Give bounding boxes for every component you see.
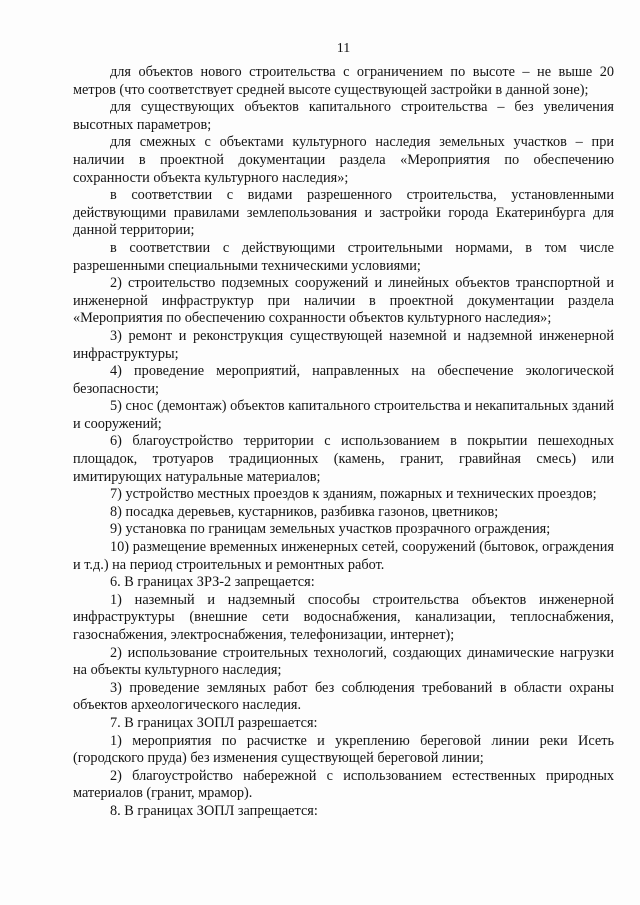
paragraph: 6) благоустройство территории с использованием в покрытии пешеходных площадок, тротуаров традиционных (камень, гранит, гравийная смесь) или имитирующих натуральные материалов; [73,433,614,485]
paragraph: для существующих объектов капитального строительства – без увеличения высотных параметров; [73,99,614,133]
paragraph: 2) благоустройство набережной с использованием естественных природных материалов (гранит, мрамор). [73,767,614,802]
paragraph: 5) снос (демонтаж) объектов капитального строительства и некапитальных зданий и сооружений; [73,398,614,432]
paragraph: 8) посадка деревьев, кустарников, разбивка газонов, цветников; [110,503,499,520]
paragraph: 1) наземный и надземный способы строительства объектов инженерной инфраструктуры (внешние сети водоснабжения, канализации, теплоснабжения, газоснабжения, электроснабжения, телефонизации, интернет); [73,591,614,643]
paragraph: 2) использование строительных технологий, создающих динамические нагрузки на объекты культурного наследия; [73,644,614,679]
paragraph: 1) мероприятия по расчистке и укреплению береговой линии реки Исеть (городского пруда) без изменения существующей береговой линии; [73,732,614,767]
document-body [73,64,614,821]
paragraph: 7) устройство местных проездов к зданиям, пожарных и технических проездов; [110,486,597,503]
paragraph: 4) проведение мероприятий, направленных на обеспечение экологической безопасности; [73,363,614,397]
page-number: 11 [336,41,351,56]
paragraph: 10) размещение временных инженерных сетей, сооружений (бытовок, ограждения и т.д.) на период строительных и ремонтных работ. [73,539,614,573]
paragraph: 2) строительство подземных сооружений и линейных объектов транспортной и инженерной инфраструктур при наличии в проектной документации раздела «Мероприятия по обеспечению сохранности объектов культурного наследия»; [73,275,614,327]
paragraph: для объектов нового строительства с ограничением по высоте – не выше 20 метров (что соответствует средней высоте существующей застройки в данной зоне); [73,64,614,98]
section-heading: 7. В границах ЗОПЛ разрешается: [110,714,318,731]
section-heading: 6. В границах ЗРЗ-2 запрещается: [110,574,315,591]
paragraph: в соответствии с видами разрешенного строительства, установленными действующими правилами землепользования и застройки города Екатеринбурга для данной территории; [73,187,614,239]
paragraph: 3) ремонт и реконструкция существующей наземной и надземной инженерной инфраструктуры; [73,327,614,362]
paragraph: 3) проведение земляных работ без соблюдения требований в области охраны объектов археологического наследия. [73,679,614,714]
paragraph: для смежных с объектами культурного наследия земельных участков – при наличии в проектной документации раздела «Мероприятия по обеспечению сохранности объекта культурного наследия»; [73,134,614,186]
paragraph: в соответствии с действующими строительными нормами, в том числе разрешенными специальными техническими условиями; [73,239,614,274]
paragraph: 9) установка по границам земельных участков прозрачного ограждения; [110,521,551,538]
section-heading: 8. В границах ЗОПЛ запрещается: [110,802,318,819]
